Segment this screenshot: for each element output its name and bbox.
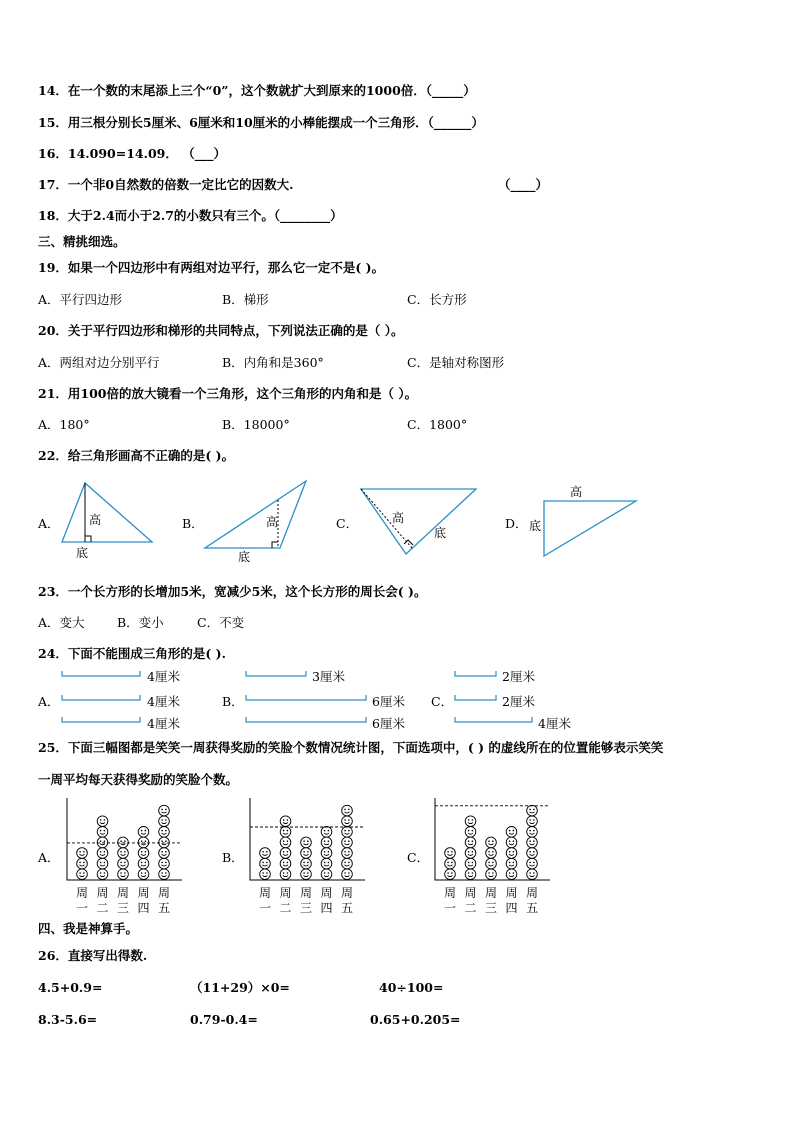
day-label-top: 周: [96, 886, 109, 900]
smiley-column-周五: [159, 805, 170, 879]
day-label-top: 周: [258, 886, 272, 900]
smiley-face-icon: [486, 858, 497, 869]
q26-item-4: 8.3-5.6=: [38, 1012, 98, 1027]
smiley-face-icon: [486, 837, 497, 848]
smiley-face-icon: [486, 848, 497, 859]
q24-b-length-1: 3厘米: [312, 669, 345, 684]
section-3-heading: 三、精挑细选。: [38, 234, 126, 249]
triangle-c-base-label: 底: [434, 526, 447, 540]
q19-option-b[interactable]: B．梯形: [222, 292, 269, 307]
smiley-face-icon: [321, 858, 332, 869]
day-label-top: 周: [299, 886, 313, 900]
section-4-heading: 四、我是神算手。: [38, 921, 139, 936]
smiley-column-周二: [97, 816, 108, 880]
smiley-face-icon: [280, 848, 291, 859]
q24-stick: [62, 717, 140, 722]
smiley-face-icon: [301, 869, 312, 880]
smiley-column-周五: [342, 805, 353, 879]
smiley-face-icon: [506, 848, 517, 859]
smiley-column-周一: [77, 848, 88, 880]
day-label-top: 周: [464, 886, 477, 900]
smiley-face-icon: [301, 837, 312, 848]
question-26-stem: 26．直接写出得数.: [38, 948, 148, 963]
question-17-blank[interactable]: （____）: [498, 177, 549, 192]
smiley-face-icon: [527, 805, 538, 816]
smiley-face-icon: [138, 869, 149, 880]
day-label-top: 周: [525, 886, 539, 900]
day-label-bottom: 一: [75, 901, 89, 915]
smiley-face-icon: [527, 837, 538, 848]
smiley-face-icon: [77, 848, 88, 859]
smiley-face-icon: [506, 869, 517, 880]
smiley-face-icon: [260, 848, 271, 859]
triangle-c-height-label: 高: [392, 511, 405, 525]
smiley-face-icon: [159, 837, 170, 848]
smiley-face-icon: [97, 869, 108, 880]
q19-option-c[interactable]: C．长方形: [407, 292, 467, 307]
q20-option-a[interactable]: A．两组对边分别平行: [38, 355, 160, 370]
smiley-face-icon: [97, 848, 108, 859]
smiley-face-icon: [527, 816, 538, 827]
triangle-d: [529, 484, 636, 556]
smiley-face-icon: [321, 827, 332, 838]
smiley-face-icon: [445, 858, 456, 869]
q24-c-length-1: 2厘米: [502, 669, 535, 684]
question-15: 15．用三根分别长5厘米、6厘米和10厘米的小棒能摆成一个三角形．（______）: [38, 115, 484, 130]
smiley-face-icon: [280, 869, 291, 880]
triangle-b-height-label: 高: [266, 515, 279, 529]
smiley-face-icon: [342, 816, 353, 827]
day-label-bottom: 五: [525, 901, 539, 915]
q24-c-length-3: 4厘米: [538, 716, 571, 731]
q25-option-a-label[interactable]: A．: [38, 850, 60, 865]
q25-option-c-label[interactable]: C．: [407, 850, 430, 865]
smiley-face-icon: [159, 805, 170, 816]
question-19-stem: 19．如果一个四边形中有两组对边平行，那么它一定不是( )。: [38, 260, 385, 275]
q24-a-length-1: 4厘米: [147, 669, 180, 684]
smiley-face-icon: [138, 837, 149, 848]
smiley-face-icon: [465, 816, 476, 827]
question-21-stem: 21．用100倍的放大镜看一个三角形，这个三角形的内角和是（ ）。: [38, 386, 418, 401]
day-label-bottom: 三: [299, 901, 313, 915]
triangle-d-height-label: 高: [570, 485, 583, 499]
q22-option-d-label[interactable]: D．: [505, 516, 528, 531]
q24-a-length-2: 4厘米: [147, 694, 180, 709]
smiley-face-icon: [138, 848, 149, 859]
q21-option-c[interactable]: C．1800°: [407, 417, 468, 432]
day-label-bottom: 三: [484, 901, 498, 915]
smiley-chart-3: [435, 798, 550, 915]
smiley-face-icon: [97, 827, 108, 838]
q23-option-b[interactable]: B．变小: [117, 615, 164, 630]
q22-option-b-label[interactable]: B．: [182, 516, 204, 531]
q24-stick: [62, 671, 140, 676]
day-label-top: 周: [340, 886, 354, 900]
smiley-face-icon: [159, 869, 170, 880]
smiley-face-icon: [465, 869, 476, 880]
q19-option-a[interactable]: A．平行四边形: [38, 292, 123, 307]
q26-item-3: 40÷100=: [379, 980, 444, 995]
smiley-face-icon: [280, 837, 291, 848]
smiley-column-周一: [445, 848, 456, 880]
q22-option-a-label[interactable]: A．: [38, 516, 60, 531]
smiley-face-icon: [465, 858, 476, 869]
q20-option-b[interactable]: B．内角和是360°: [222, 355, 324, 370]
smiley-face-icon: [445, 869, 456, 880]
question-25-stem-line-2: 一周平均每天获得奖励的笑脸个数。: [38, 772, 239, 787]
q24-stick: [455, 717, 532, 722]
smiley-face-icon: [527, 848, 538, 859]
triangle-a-base-label: 底: [76, 546, 89, 560]
day-label-top: 周: [279, 886, 292, 900]
q24-stick: [62, 695, 140, 700]
smiley-face-icon: [118, 858, 129, 869]
question-22-stem: 22．给三角形画高不正确的是( )。: [38, 448, 235, 463]
smiley-face-icon: [280, 816, 291, 827]
triangle-b: [205, 481, 306, 564]
smiley-face-icon: [97, 858, 108, 869]
smiley-face-icon: [138, 827, 149, 838]
question-24-stem: 24．下面不能围成三角形的是( ).: [38, 646, 226, 661]
day-label-bottom: 五: [340, 901, 354, 915]
question-17: 17．一个非0自然数的倍数一定比它的因数大.: [38, 177, 294, 192]
smiley-face-icon: [321, 848, 332, 859]
q25-option-b-label[interactable]: B．: [222, 850, 244, 865]
smiley-face-icon: [342, 837, 353, 848]
smiley-face-icon: [465, 827, 476, 838]
smiley-face-icon: [527, 827, 538, 838]
q20-option-c[interactable]: C．是轴对称图形: [407, 355, 505, 370]
q24-stick: [246, 717, 366, 722]
day-label-bottom: 一: [258, 901, 272, 915]
smiley-face-icon: [260, 858, 271, 869]
q24-b-length-3: 6厘米: [372, 716, 405, 731]
triangle-a-height-label: 高: [89, 513, 102, 527]
q24-stick-diagrams: [62, 671, 532, 722]
smiley-face-icon: [465, 837, 476, 848]
smiley-face-icon: [506, 827, 517, 838]
smiley-column-周三: [301, 837, 312, 879]
day-label-top: 周: [75, 886, 89, 900]
smiley-face-icon: [342, 848, 353, 859]
smiley-column-周三: [486, 837, 497, 879]
day-label-bottom: 四: [320, 901, 333, 915]
smiley-column-周五: [527, 805, 538, 879]
smiley-face-icon: [506, 837, 517, 848]
smiley-face-icon: [321, 837, 332, 848]
smiley-column-周二: [280, 816, 291, 880]
q22-option-c-label[interactable]: C．: [336, 516, 359, 531]
smiley-chart-2: [250, 798, 365, 915]
q24-option-b-label[interactable]: B．: [222, 694, 244, 709]
smiley-face-icon: [321, 869, 332, 880]
smiley-face-icon: [486, 869, 497, 880]
question-16: 16．14.090=14.09． （___）: [38, 146, 226, 161]
day-label-bottom: 二: [279, 901, 292, 915]
q24-stick: [455, 671, 496, 676]
triangle-b-base-label: 底: [238, 550, 251, 564]
smiley-column-周一: [260, 848, 271, 880]
smiley-face-icon: [260, 869, 271, 880]
smiley-face-icon: [97, 837, 108, 848]
smiley-face-icon: [342, 869, 353, 880]
q23-option-a[interactable]: A．变大: [38, 615, 85, 630]
smiley-face-icon: [527, 869, 538, 880]
smiley-face-icon: [118, 848, 129, 859]
smiley-face-icon: [77, 858, 88, 869]
q24-a-length-3: 4厘米: [147, 716, 180, 731]
smiley-face-icon: [506, 858, 517, 869]
smiley-face-icon: [118, 837, 129, 848]
smiley-face-icon: [280, 858, 291, 869]
q24-c-length-2: 2厘米: [502, 694, 535, 709]
q21-option-b[interactable]: B．18000°: [222, 417, 290, 432]
smiley-face-icon: [301, 848, 312, 859]
day-label-bottom: 二: [96, 901, 109, 915]
smiley-face-icon: [280, 827, 291, 838]
smiley-column-周四: [138, 827, 149, 880]
day-label-top: 周: [505, 886, 518, 900]
smiley-face-icon: [445, 848, 456, 859]
question-25-stem-line-1: 25．下面三幅图都是笑笑一周获得奖励的笑脸个数情况统计图，下面选项中，( ) 的虚线所在的位置能够表示笑笑: [38, 740, 664, 755]
q21-option-a[interactable]: A．180°: [38, 417, 90, 432]
q26-item-6: 0.65+0.205=: [370, 1012, 461, 1027]
question-14: 14．在一个数的末尾添上三个“0”，这个数就扩大到原来的1000倍．（_____）: [38, 83, 476, 98]
day-label-top: 周: [443, 886, 457, 900]
triangle-c: [361, 489, 476, 554]
day-label-bottom: 四: [505, 901, 518, 915]
smiley-chart-1: [67, 798, 182, 915]
smiley-face-icon: [118, 869, 129, 880]
smiley-column-周四: [321, 827, 332, 880]
q24-stick: [455, 695, 496, 700]
question-23-stem: 23．一个长方形的长增加5米，宽减少5米，这个长方形的周长会( )。: [38, 584, 427, 599]
smiley-face-icon: [159, 816, 170, 827]
smiley-face-icon: [342, 858, 353, 869]
smiley-face-icon: [301, 858, 312, 869]
smiley-face-icon: [97, 816, 108, 827]
q24-stick: [246, 671, 306, 676]
smiley-face-icon: [527, 858, 538, 869]
smiley-face-icon: [342, 827, 353, 838]
smiley-face-icon: [342, 805, 353, 816]
triangle-a: [62, 483, 152, 560]
triangle-d-base-label: 底: [529, 519, 542, 533]
question-18: 18．大于2.4而小于2.7的小数只有三个。（________）: [38, 208, 343, 223]
q26-item-2: （11+29）×0=: [190, 980, 290, 995]
day-label-bottom: 四: [137, 901, 150, 915]
q25-smiley-charts: [67, 798, 550, 915]
question-20-stem: 20．关于平行四边形和梯形的共同特点，下列说法正确的是（ ）。: [38, 323, 404, 338]
smiley-column-周二: [465, 816, 476, 880]
day-label-top: 周: [137, 886, 150, 900]
q26-item-5: 0.79-0.4=: [190, 1012, 258, 1027]
q24-option-a-label[interactable]: A．: [38, 694, 60, 709]
day-label-bottom: 五: [157, 901, 171, 915]
smiley-column-周三: [118, 837, 129, 879]
q24-option-c-label[interactable]: C．: [431, 694, 454, 709]
day-label-bottom: 三: [116, 901, 130, 915]
smiley-face-icon: [159, 858, 170, 869]
day-label-top: 周: [157, 886, 171, 900]
day-label-bottom: 一: [443, 901, 457, 915]
day-label-top: 周: [484, 886, 498, 900]
day-label-bottom: 二: [464, 901, 477, 915]
q23-option-c[interactable]: C．不变: [197, 615, 245, 630]
q24-stick: [246, 695, 366, 700]
q24-b-length-2: 6厘米: [372, 694, 405, 709]
smiley-face-icon: [77, 869, 88, 880]
q26-item-1: 4.5+0.9=: [38, 980, 103, 995]
day-label-top: 周: [320, 886, 333, 900]
day-label-top: 周: [116, 886, 130, 900]
smiley-face-icon: [159, 848, 170, 859]
smiley-face-icon: [465, 848, 476, 859]
smiley-column-周四: [506, 827, 517, 880]
smiley-face-icon: [138, 858, 149, 869]
smiley-face-icon: [159, 827, 170, 838]
